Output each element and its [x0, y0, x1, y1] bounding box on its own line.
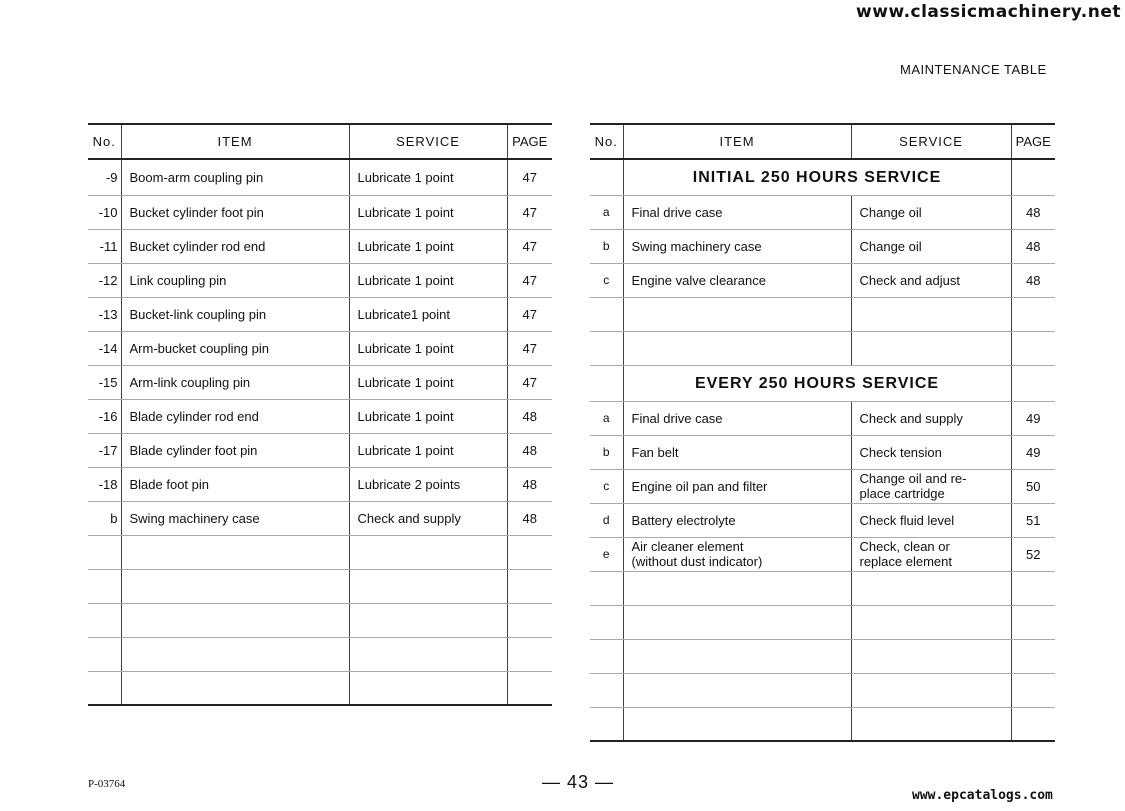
row-no: -18 [88, 467, 121, 501]
row-no: b [590, 229, 623, 263]
service-line: replace element [859, 554, 952, 569]
row-page: 47 [507, 331, 552, 365]
empty-row [88, 671, 552, 705]
row-page: 48 [1011, 229, 1055, 263]
row-page: 48 [507, 501, 552, 535]
empty-row [590, 639, 1055, 673]
row-page: 47 [507, 159, 552, 195]
header-no: No. [88, 124, 121, 159]
table-row [590, 263, 1055, 297]
initial-service-heading-row [590, 159, 1055, 195]
row-page: 48 [507, 467, 552, 501]
row-page: 48 [1011, 195, 1055, 229]
section-title: MAINTENANCE TABLE [900, 62, 1047, 77]
row-page: 49 [1011, 435, 1055, 469]
empty-row [590, 297, 1055, 331]
right-maintenance-table [590, 123, 1055, 742]
empty-row [88, 569, 552, 603]
every-service-heading-row [590, 365, 1055, 401]
row-page: 47 [507, 229, 552, 263]
row-no: a [590, 195, 623, 229]
row-no: -9 [88, 159, 121, 195]
table-row [590, 537, 1055, 571]
row-no: -17 [88, 433, 121, 467]
row-item: Blade cylinder rod end [121, 399, 349, 433]
row-no: -13 [88, 297, 121, 331]
item-line: (without dust indicator) [631, 554, 763, 569]
row-page: 50 [1011, 469, 1055, 503]
row-item: Engine valve clearance [623, 263, 851, 297]
row-service: Lubricate 1 point [349, 399, 507, 433]
empty-row [88, 637, 552, 671]
row-service: Lubricate 1 point [349, 331, 507, 365]
row-service: Check and supply [349, 501, 507, 535]
table-row [590, 469, 1055, 503]
header-item: ITEM [121, 124, 349, 159]
row-page: 49 [1011, 401, 1055, 435]
row-item: Swing machinery case [623, 229, 851, 263]
row-item: Final drive case [623, 195, 851, 229]
row-item: Battery electrolyte [623, 503, 851, 537]
header-service: SERVICE [349, 124, 507, 159]
row-item: Bucket cylinder rod end [121, 229, 349, 263]
table-row [88, 365, 552, 399]
row-service: Lubricate 1 point [349, 159, 507, 195]
table-row [88, 331, 552, 365]
row-item: Bucket-link coupling pin [121, 297, 349, 331]
empty-row [88, 603, 552, 637]
row-no: -16 [88, 399, 121, 433]
table-row [88, 501, 552, 535]
table-row [590, 195, 1055, 229]
row-service: Lubricate 1 point [349, 365, 507, 399]
row-no: c [590, 263, 623, 297]
row-page: 47 [507, 195, 552, 229]
row-item: Fan belt [623, 435, 851, 469]
row-no: -14 [88, 331, 121, 365]
watermark-bottom: www.epcatalogs.com [912, 788, 1053, 803]
table-row [590, 435, 1055, 469]
row-service: Change oil [851, 229, 1011, 263]
table-row [590, 401, 1055, 435]
row-item: Arm-bucket coupling pin [121, 331, 349, 365]
row-service: Lubricate 1 point [349, 433, 507, 467]
footer-code: P-03764 [88, 778, 126, 790]
row-no: e [590, 537, 623, 571]
table-header-row [88, 124, 552, 159]
row-page: 48 [1011, 263, 1055, 297]
row-item: Arm-link coupling pin [121, 365, 349, 399]
table-row [88, 159, 552, 195]
row-no: -12 [88, 263, 121, 297]
row-item: Blade foot pin [121, 467, 349, 501]
row-page: 47 [507, 297, 552, 331]
row-service: Lubricate 1 point [349, 263, 507, 297]
row-no: c [590, 469, 623, 503]
empty-row [590, 571, 1055, 605]
row-service: Change oil [851, 195, 1011, 229]
empty-row [590, 707, 1055, 741]
header-page: PAGE [1011, 124, 1055, 159]
table-row [88, 195, 552, 229]
row-item: Bucket cylinder foot pin [121, 195, 349, 229]
table-row [590, 229, 1055, 263]
item-line: Air cleaner element [631, 539, 744, 554]
service-line: place cartridge [859, 486, 945, 501]
row-no: -10 [88, 195, 121, 229]
table-header-row [590, 124, 1055, 159]
header-service: SERVICE [851, 124, 1011, 159]
table-row [88, 467, 552, 501]
row-service: Check and adjust [851, 263, 1011, 297]
watermark-top: www.classicmachinery.net [856, 2, 1121, 22]
table-row [590, 503, 1055, 537]
row-page: 48 [507, 433, 552, 467]
row-no: b [590, 435, 623, 469]
row-item: Final drive case [623, 401, 851, 435]
row-item: Blade cylinder foot pin [121, 433, 349, 467]
row-service: Lubricate 2 points [349, 467, 507, 501]
table-row [88, 297, 552, 331]
empty-row [590, 673, 1055, 707]
row-item [623, 537, 851, 571]
header-no: No. [590, 124, 623, 159]
header-item: ITEM [623, 124, 851, 159]
row-service: Lubricate 1 point [349, 229, 507, 263]
row-service: Check tension [851, 435, 1011, 469]
table-row [88, 263, 552, 297]
row-page: 47 [507, 365, 552, 399]
row-service: Lubricate1 point [349, 297, 507, 331]
table-row [88, 399, 552, 433]
row-no: d [590, 503, 623, 537]
every-service-heading: EVERY 250 HOURS SERVICE [623, 365, 1011, 401]
row-page: 48 [507, 399, 552, 433]
row-no: -11 [88, 229, 121, 263]
table-row [88, 433, 552, 467]
left-maintenance-table [88, 123, 552, 706]
initial-service-heading: INITIAL 250 HOURS SERVICE [623, 159, 1011, 195]
row-no: -15 [88, 365, 121, 399]
row-service: Check and supply [851, 401, 1011, 435]
header-page: PAGE [507, 124, 552, 159]
row-item: Boom-arm coupling pin [121, 159, 349, 195]
page-number: — 43 — [542, 772, 615, 792]
empty-row [590, 331, 1055, 365]
service-line: Change oil and re- [859, 471, 967, 486]
row-service: Lubricate 1 point [349, 195, 507, 229]
empty-row [590, 605, 1055, 639]
row-service: Check fluid level [851, 503, 1011, 537]
service-line: Check, clean or [859, 539, 950, 554]
row-no: a [590, 401, 623, 435]
row-service [851, 537, 1011, 571]
row-service [851, 469, 1011, 503]
row-item: Link coupling pin [121, 263, 349, 297]
row-page: 51 [1011, 503, 1055, 537]
row-item: Swing machinery case [121, 501, 349, 535]
row-no: b [88, 501, 121, 535]
row-page: 52 [1011, 537, 1055, 571]
empty-row [88, 535, 552, 569]
row-item: Engine oil pan and filter [623, 469, 851, 503]
row-page: 47 [507, 263, 552, 297]
table-row [88, 229, 552, 263]
